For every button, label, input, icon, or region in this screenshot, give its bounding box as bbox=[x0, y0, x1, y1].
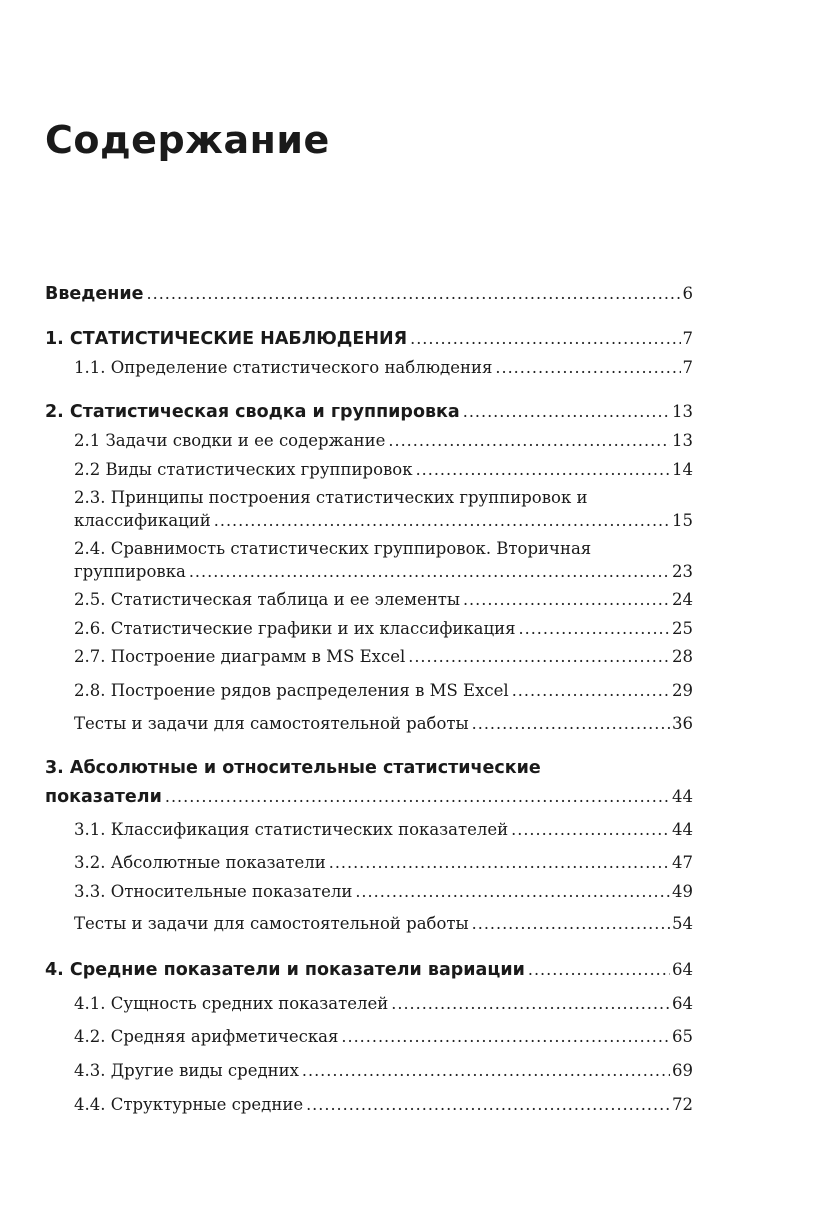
toc-entry-title: 3.2. Абсолютные показатели bbox=[74, 853, 326, 872]
toc-entry-title: 1.1. Определение статистического наблюдения bbox=[74, 358, 493, 377]
toc-entry-section-4-1 bbox=[74, 991, 693, 1017]
toc-entry-page: 24 bbox=[672, 590, 693, 609]
toc-entry-page: 64 bbox=[672, 994, 693, 1013]
toc-entry-page: 29 bbox=[672, 681, 693, 700]
toc-entry-title: 4.1. Сущность средних показателей bbox=[74, 994, 389, 1013]
toc-entry-title: 2.5. Статистическая таблица и ее элементы bbox=[74, 590, 460, 609]
toc-entry-section-3-1 bbox=[74, 817, 693, 843]
dot-leader bbox=[214, 508, 670, 534]
toc-entry-title: группировка bbox=[74, 562, 186, 581]
toc-entry-title: Введение bbox=[45, 284, 144, 304]
toc-entry-section-4-4 bbox=[74, 1092, 693, 1118]
toc-entry-page: 7 bbox=[682, 329, 693, 348]
dot-leader bbox=[189, 559, 670, 585]
toc-entry-tests-3 bbox=[74, 911, 693, 937]
toc-entry-page: 15 bbox=[672, 511, 693, 530]
toc-entry-page: 65 bbox=[672, 1027, 693, 1046]
dot-leader bbox=[528, 957, 670, 983]
toc-entry-page: 72 bbox=[672, 1095, 693, 1114]
toc-entry-page: 28 bbox=[672, 647, 693, 666]
toc-entry-chapter-1 bbox=[45, 326, 693, 352]
toc-entry-page: 36 bbox=[672, 714, 693, 733]
toc-entry-title: показатели bbox=[45, 787, 162, 807]
dot-leader bbox=[463, 399, 670, 425]
toc-entry-chapter-3-first-line: 3. Абсолютные и относительные статистические bbox=[45, 758, 541, 778]
toc-entry-section-2-4-first-line: 2.4. Сравнимость статистических группировок. Вторичная bbox=[74, 539, 592, 558]
dot-leader bbox=[306, 1092, 670, 1118]
dot-leader bbox=[408, 644, 670, 670]
toc-entry-title: 4.2. Средняя арифметическая bbox=[74, 1027, 339, 1046]
dot-leader bbox=[519, 616, 670, 642]
toc-entry-title: 4.4. Структурные средние bbox=[74, 1095, 304, 1114]
toc-entry-title: 2. Статистическая сводка и группировка bbox=[45, 402, 460, 422]
toc-entry-chapter-3 bbox=[45, 784, 693, 810]
toc-entry-title: классификаций bbox=[74, 511, 211, 530]
dot-leader bbox=[341, 1024, 670, 1050]
toc-entry-title: Тесты и задачи для самостоятельной работы bbox=[74, 914, 469, 933]
toc-entry-page: 69 bbox=[672, 1061, 693, 1080]
toc-entry-title: 2.1 Задачи сводки и ее содержание bbox=[74, 431, 386, 450]
dot-leader bbox=[147, 281, 681, 307]
toc-entry-page: 13 bbox=[672, 402, 693, 421]
dot-leader bbox=[511, 817, 670, 843]
dot-leader bbox=[302, 1058, 670, 1084]
toc-entry-section-2-3-first-line: 2.3. Принципы построения статистических группировок и bbox=[74, 488, 588, 507]
toc-entry-page: 47 bbox=[672, 853, 693, 872]
toc-entry-section-3-3 bbox=[74, 879, 693, 905]
toc-entry-title: 4. Средние показатели и показатели вариации bbox=[45, 960, 525, 980]
toc-entry-page: 14 bbox=[672, 460, 693, 479]
toc-entry-section-2-5 bbox=[74, 587, 693, 613]
toc-entry-title: 4.3. Другие виды средних bbox=[74, 1061, 299, 1080]
dot-leader bbox=[355, 879, 670, 905]
toc-entry-page: 25 bbox=[672, 619, 693, 638]
toc-entry-title: 2.6. Статистические графики и их классификация bbox=[74, 619, 516, 638]
toc-entry-tests-2 bbox=[74, 711, 693, 737]
dot-leader bbox=[410, 326, 680, 352]
toc-entry-page: 23 bbox=[672, 562, 693, 581]
toc-entry-page: 44 bbox=[672, 820, 693, 839]
toc-entry-title: 3.3. Относительные показатели bbox=[74, 882, 353, 901]
dot-leader bbox=[472, 911, 670, 937]
page-title: Содержание bbox=[45, 118, 330, 162]
toc-entry-section-2-7 bbox=[74, 644, 693, 670]
toc-entry-page: 54 bbox=[672, 914, 693, 933]
toc-entry-section-1-1 bbox=[74, 355, 693, 381]
toc-entry-title: 1. СТАТИСТИЧЕСКИЕ НАБЛЮДЕНИЯ bbox=[45, 329, 408, 349]
toc-entry-section-2-6 bbox=[74, 616, 693, 642]
toc-entry-section-2-2 bbox=[74, 457, 693, 483]
toc-entry-page: 64 bbox=[672, 960, 693, 979]
toc-entry-chapter-4 bbox=[45, 957, 693, 983]
dot-leader bbox=[463, 587, 670, 613]
toc-entry-section-2-8 bbox=[74, 678, 693, 704]
dot-leader bbox=[512, 678, 670, 704]
dot-leader bbox=[416, 457, 670, 483]
toc-entry-page: 13 bbox=[672, 431, 693, 450]
toc-entry-section-2-4 bbox=[74, 559, 693, 585]
toc-entry-chapter-2 bbox=[45, 399, 693, 425]
toc-entry-title: 2.7. Построение диаграмм в MS Excel bbox=[74, 647, 406, 666]
toc-entry-title: 2.2 Виды статистических группировок bbox=[74, 460, 413, 479]
toc-entry-title: 2.8. Построение рядов распределения в MS Excel bbox=[74, 681, 509, 700]
dot-leader bbox=[388, 428, 670, 454]
toc-entry-page: 6 bbox=[682, 284, 693, 303]
toc-entry-section-4-2 bbox=[74, 1024, 693, 1050]
toc-entry-page: 49 bbox=[672, 882, 693, 901]
toc-entry-title: 3.1. Классификация статистических показателей bbox=[74, 820, 509, 839]
toc-entry-introduction bbox=[45, 281, 693, 307]
toc-entry-title: Тесты и задачи для самостоятельной работы bbox=[74, 714, 469, 733]
toc-entry-section-3-2 bbox=[74, 850, 693, 876]
toc-entry-section-2-1 bbox=[74, 428, 693, 454]
toc-entry-page: 44 bbox=[672, 787, 693, 806]
dot-leader bbox=[329, 850, 670, 876]
dot-leader bbox=[165, 784, 670, 810]
dot-leader bbox=[472, 711, 670, 737]
toc-entry-page: 7 bbox=[682, 358, 693, 377]
toc-entry-section-2-3 bbox=[74, 508, 693, 534]
toc-entry-section-4-3 bbox=[74, 1058, 693, 1084]
dot-leader bbox=[391, 991, 670, 1017]
dot-leader bbox=[495, 355, 680, 381]
